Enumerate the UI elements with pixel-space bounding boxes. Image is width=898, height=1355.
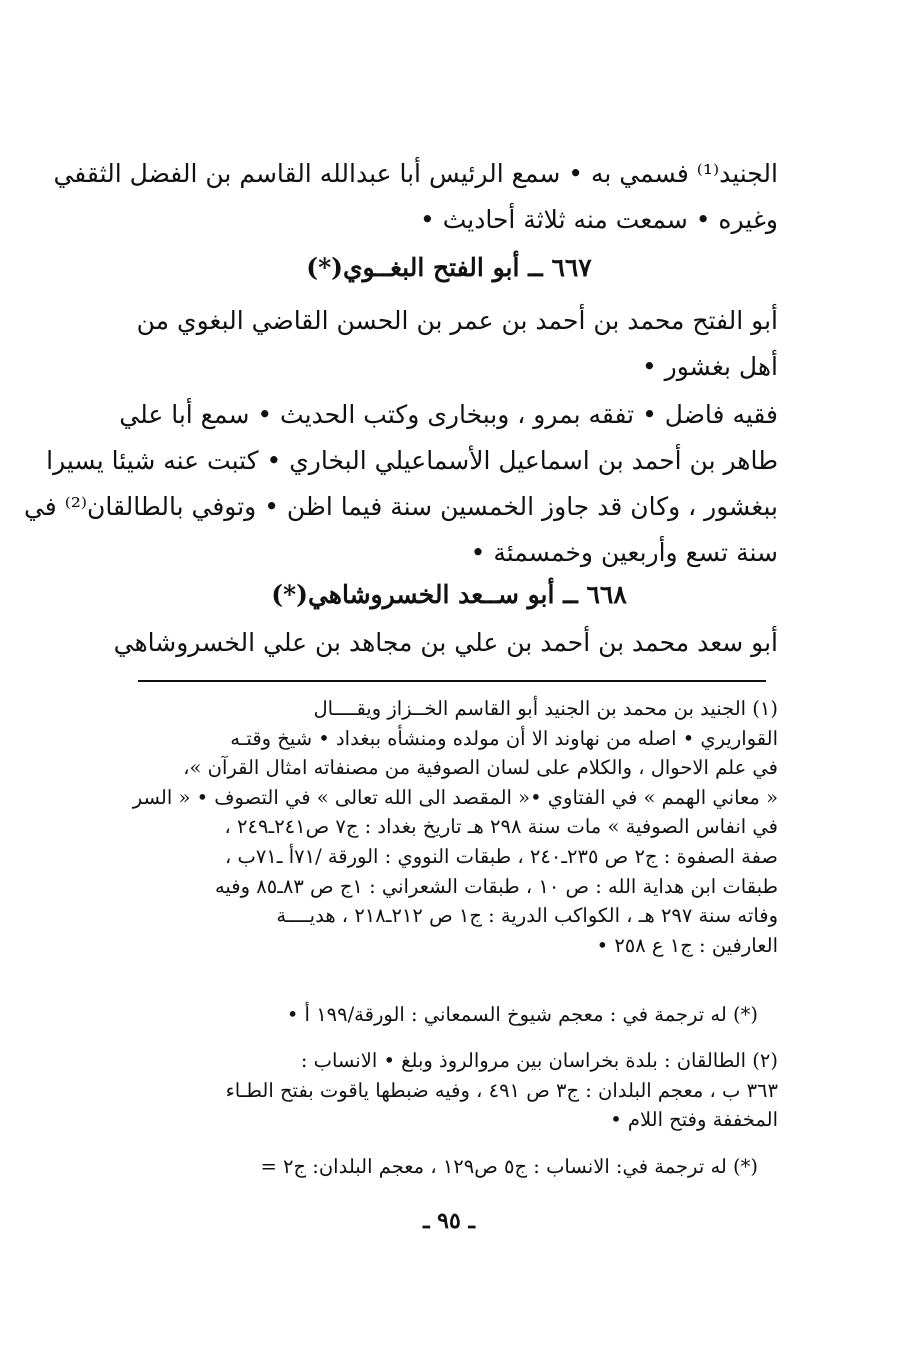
footnote-line: (٢) الطالقان : بلدة بخراسان بين مروالروذ وبلغ • الانساب : [300,1049,778,1072]
footnote-2 [135,1046,778,1135]
text-line: أبو الفتح محمد بن أحمد بن عمر بن الحسن القاضي البغوي من [136,306,778,335]
footnote-line: صفة الصفوة : ج٢ ص ٢٣٥ـ٢٤٠ ، طبقات النووي : الورقة /٧١أ ـ٧١ب ، [224,844,778,868]
text-line: الجنيد⁽¹⁾ فسمي به • سمع الرئيس أبا عبدالله القاسم بن الفضل الثقفي [53,159,778,188]
footnote-line: في علم الاحوال ، والكلام على لسان الصوفية من مصنفاته امثال القرآن »، [183,756,778,780]
text-line: ببغشور ، وكان قد جاوز الخمسين سنة فيما اظن • وتوفي بالطالقان⁽²⁾ في [23,492,778,521]
footnote-divider [138,680,766,682]
footnote-line: (*) له ترجمة في: الانساب : ج٥ ص١٢٩ ، معجم البلدان: ج٢ = [260,1155,758,1178]
footnote-line: (١) الجنيد بن محمد بن الجنيد أبو القاسم الخــزاز ويقــــال [313,697,778,720]
entry-heading-667: ٦٦٧ ــ أبو الفتح البغــوي(*) [306,253,592,282]
paragraph-2 [135,298,778,390]
text-line: سنة تسع وأربعين وخمسمئة • [470,538,778,567]
footnote-star-1 [135,1000,758,1030]
paragraph-1 [53,151,778,243]
text-line: طاهر بن أحمد بن اسماعيل الأسماعيلي البخاري • كتبت عنه شيئا يسيرا [46,446,778,475]
page-number: ـ ٩٥ ـ [423,1208,475,1234]
text-line: أهل بغشور • [641,352,778,381]
footnote-line: وفاته سنة ٢٩٧ هـ ، الكواكب الدرية : ج١ ص ٢١٢ـ٢١٨ ، هديــــة [276,904,778,928]
text-line: فقيه فاضل • تفقه بمرو ، وببخارى وكتب الحديث • سمع أبا علي [119,400,778,429]
footnote-star-2 [135,1152,758,1182]
paragraph-4 [113,620,778,666]
footnote-line: في انفاس الصوفية » مات سنة ٢٩٨ هـ تاريخ بغداد : ج٧ ص٢٤١ـ٢٤٩ ، [224,815,778,839]
paragraph-3 [23,392,778,576]
footnote-line: القواريري • اصله من نهاوند الا أن مولده ومنشأه ببغداد • شيخ وقتـه [230,726,778,750]
footnote-line: طبقات ابن هداية الله : ص ١٠ ، طبقات الشعراني : ١ج ص ٨٣ـ٨٥ وفيه [214,874,778,898]
footnote-line: ٣٦٣ ب ، معجم البلدان : ج٣ ص ٤٩١ ، وفيه ضبطها ياقوت بفتح الطـاء [225,1078,778,1102]
text-line: وغيره • سمعت منه ثلاثة أحاديث • [420,205,778,234]
footnote-line: المخففة وفتح اللام • [610,1108,778,1132]
text-line: أبو سعد محمد بن أحمد بن علي بن مجاهد بن علي الخسروشاهي [113,628,778,657]
footnote-1 [132,694,778,960]
footnote-line: « معاني الهمم » في الفتاوي •« المقصد الى الله تعالى » في التصوف • « السر [132,785,778,809]
footnote-line: العارفين : ج١ ع ٢٥٨ • [596,933,778,957]
entry-heading-668: ٦٦٨ ــ أبو ســعد الخسروشاهي(*) [271,580,627,609]
footnote-line: (*) له ترجمة في : معجم شيوخ السمعاني : الورقة/١٩٩ أ • [286,1003,758,1026]
